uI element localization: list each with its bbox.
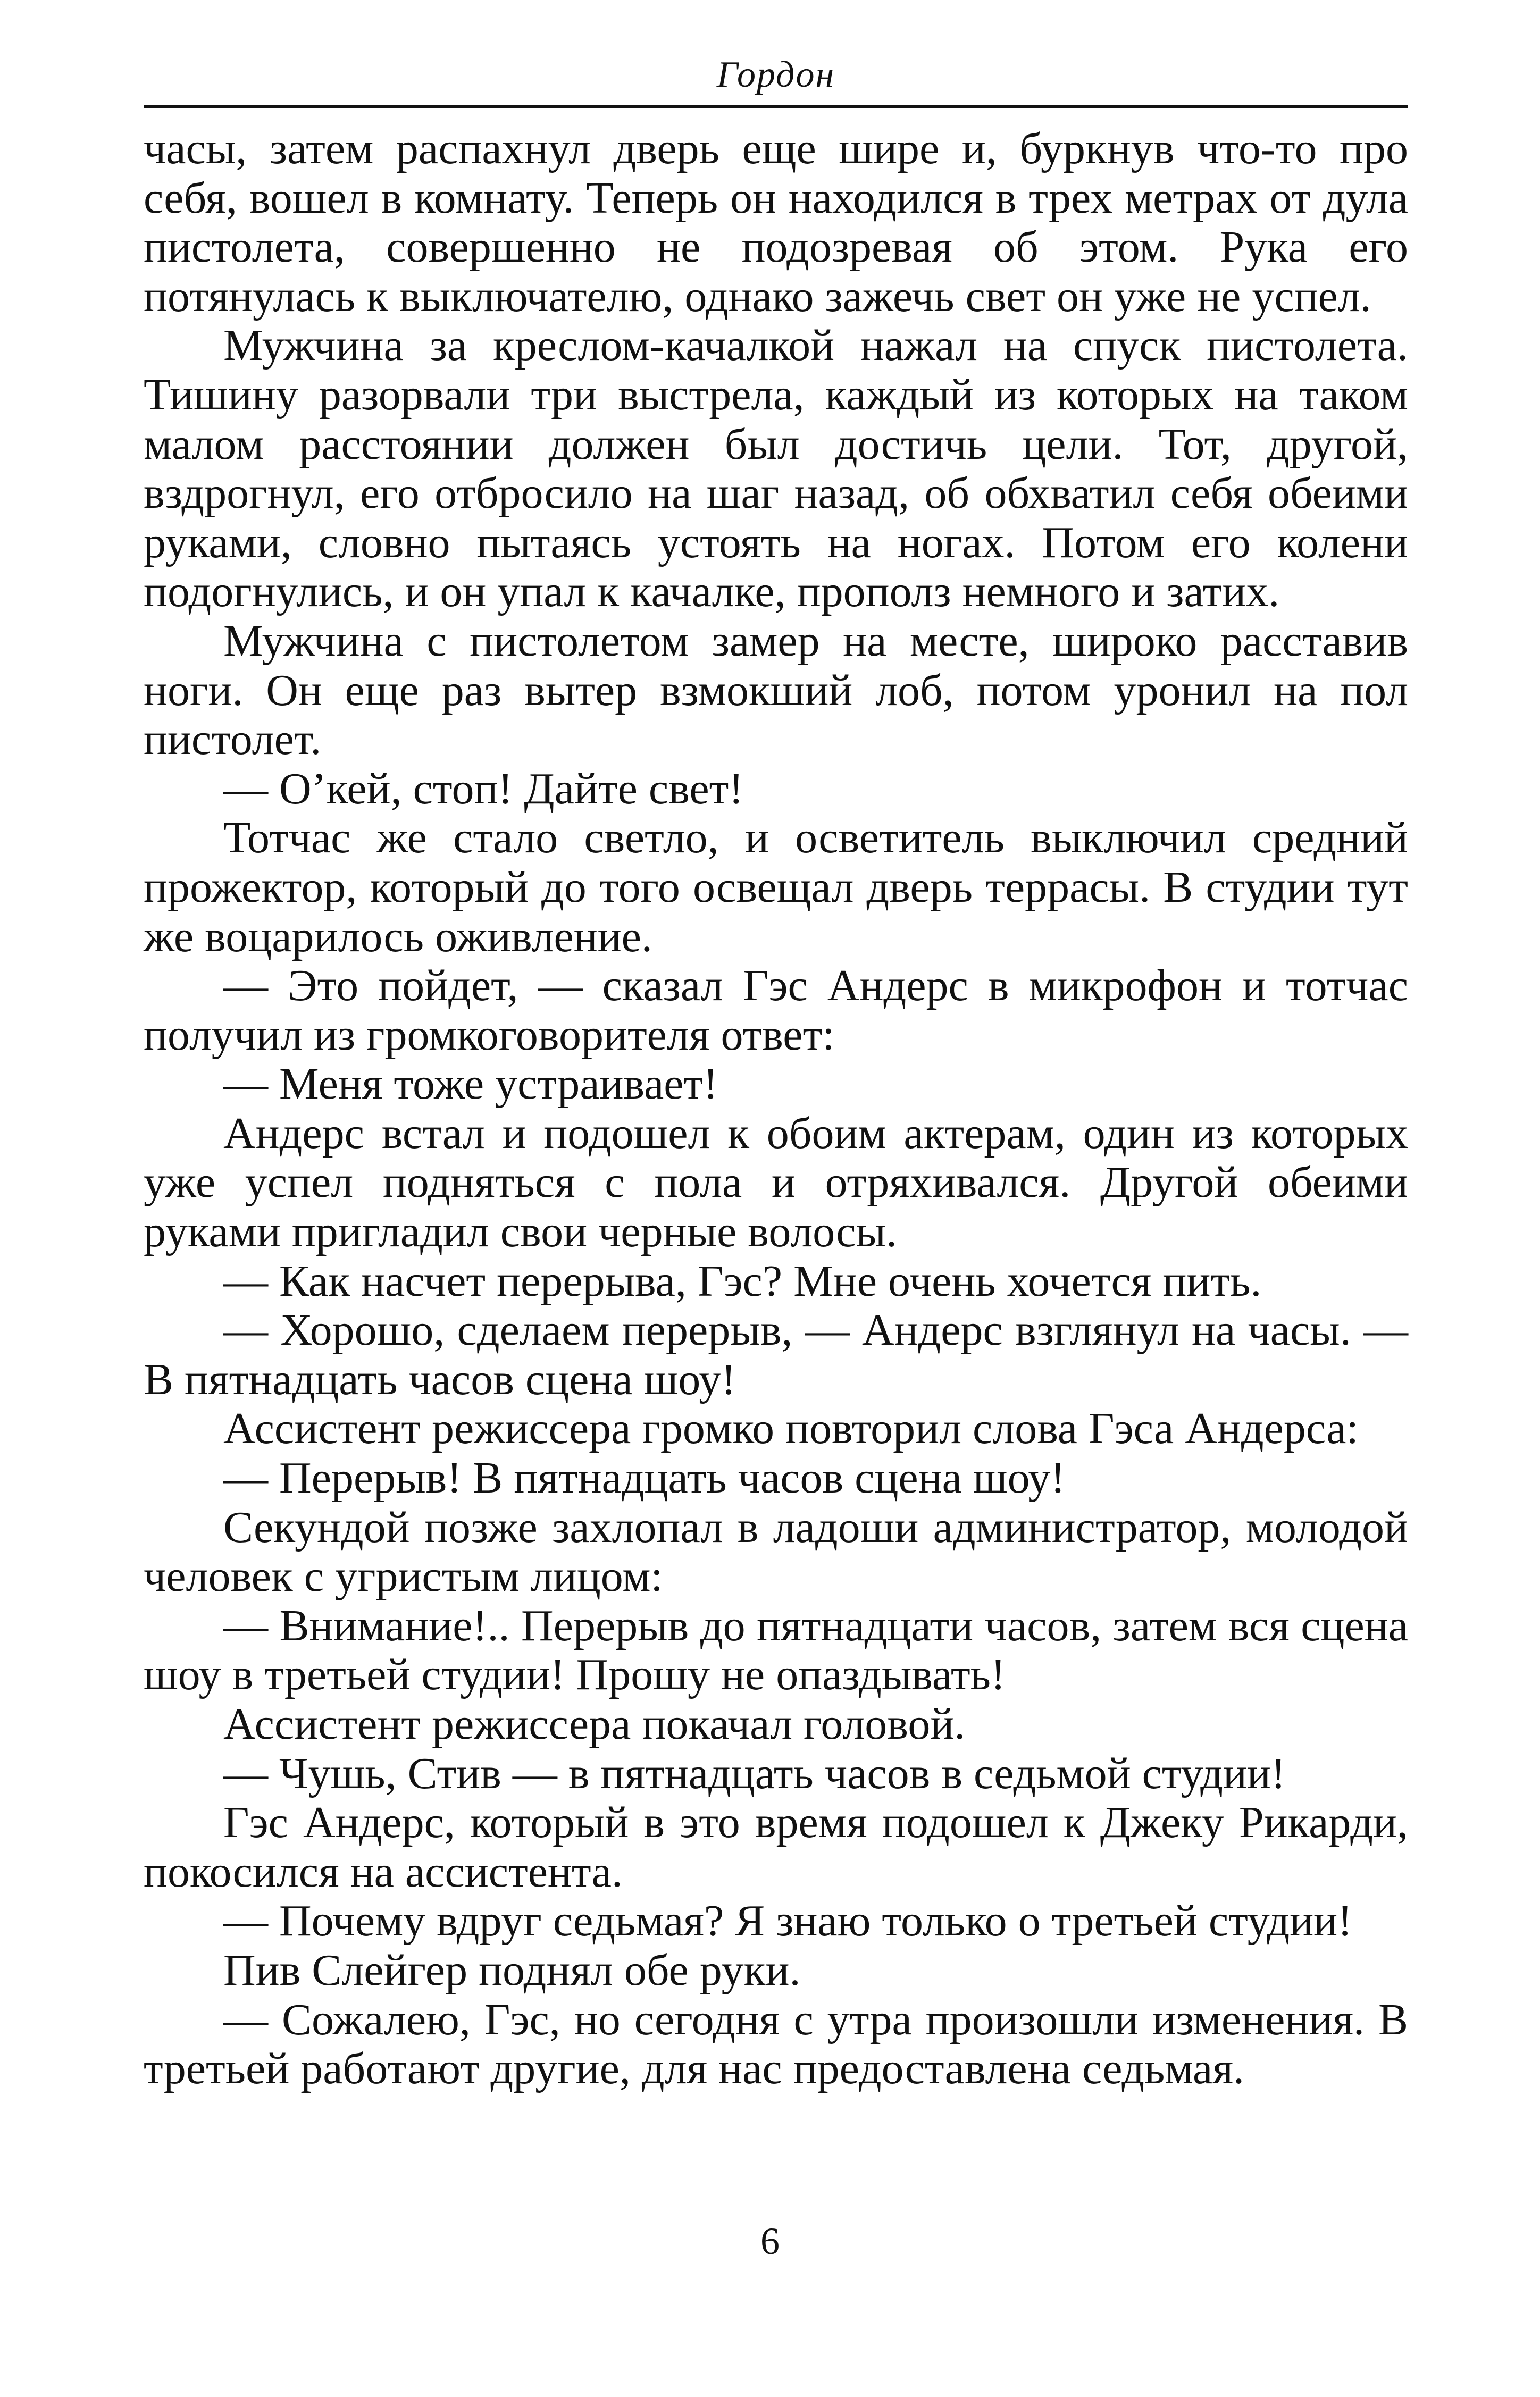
paragraph: Ассистент режиссера громко повторил слова Гэса Андерса: [223,1404,1359,1454]
header-rule [144,105,1408,108]
dialogue-line: — Хорошо, сделаем перерыв, — Андерс взглянул на часы. — В пятнадцать часов сцена шоу! [144,1305,1408,1404]
dialogue-line: — О’кей, стоп! Дайте свет! [223,764,744,814]
dialogue-line: — Это пойдет, — сказал Гэс Андерс в микрофон и тотчас получил из громкоговорителя ответ: [144,961,1408,1060]
dialogue-line: — Как насчет перерыва, Гэс? Мне очень хочется пить. [223,1256,1262,1306]
running-head: Гордон [716,54,835,95]
paragraph: Мужчина с пистолетом замер на месте, широко расставив ноги. Он еще раз вытер взмокший лоб, потом уронил на пол пистолет. [144,616,1408,765]
paragraph: Андерс встал и подошел к обоим актерам, один из которых уже успел подняться с пола и отряхивался. Другой обеими руками пригладил свои черные волосы. [144,1108,1408,1257]
paragraph: Пив Слейгер поднял обе руки. [223,1945,801,1995]
paragraph-continued: часы, затем распахнул дверь еще шире и, буркнув что-то про себя, вошел в комнату. Теперь он находился в трех метрах от дула пистолета, совершенно не подозревая об этом. Рука его потянулась к выключателю, однако зажечь свет он уже не успел. [144,124,1408,321]
page-number: 6 [760,2220,780,2262]
dialogue-line: — Меня тоже устраивает! [223,1059,718,1109]
dialogue-line: — Внимание!.. Перерыв до пятнадцати часов, затем вся сцена шоу в третьей студии! Прошу не опаздывать! [144,1600,1408,1700]
dialogue-line: — Почему вдруг седьмая? Я знаю только о третьей студии! [223,1896,1353,1946]
paragraph: Ассистент режиссера покачал головой. [223,1699,966,1749]
body-text [144,124,1408,2094]
dialogue-line: — Сожалею, Гэс, но сегодня с утра произошли изменения. В третьей работают другие, для нас предоставлена седьмая. [144,1994,1408,2094]
paragraph: Секундой позже захлопал в ладоши администратор, молодой человек с угристым лицом: [144,1502,1408,1602]
paragraph: Мужчина за креслом-качалкой нажал на спуск пистолета. Тишину разорвали три выстрела, каждый из которых на таком малом расстоянии должен был достичь цели. Тот, другой, вздрогнул, его отбросило на шаг назад, об обхватил себя обеими руками, словно пытаясь устоять на ногах. Потом его колени подогнулись, и он упал к качалке, прополз немного и затих. [144,321,1408,617]
paragraph: Тотчас же стало светло, и осветитель выключил средний прожектор, который до того освещал дверь террасы. В студии тут же воцарилось оживление. [144,813,1408,961]
dialogue-line: — Перерыв! В пятнадцать часов сцена шоу! [223,1453,1066,1503]
dialogue-line: — Чушь, Стив — в пятнадцать часов в седьмой студии! [223,1748,1286,1798]
paragraph: Гэс Андерс, который в это время подошел к Джеку Рикарди, покосился на ассистента. [144,1798,1408,1897]
